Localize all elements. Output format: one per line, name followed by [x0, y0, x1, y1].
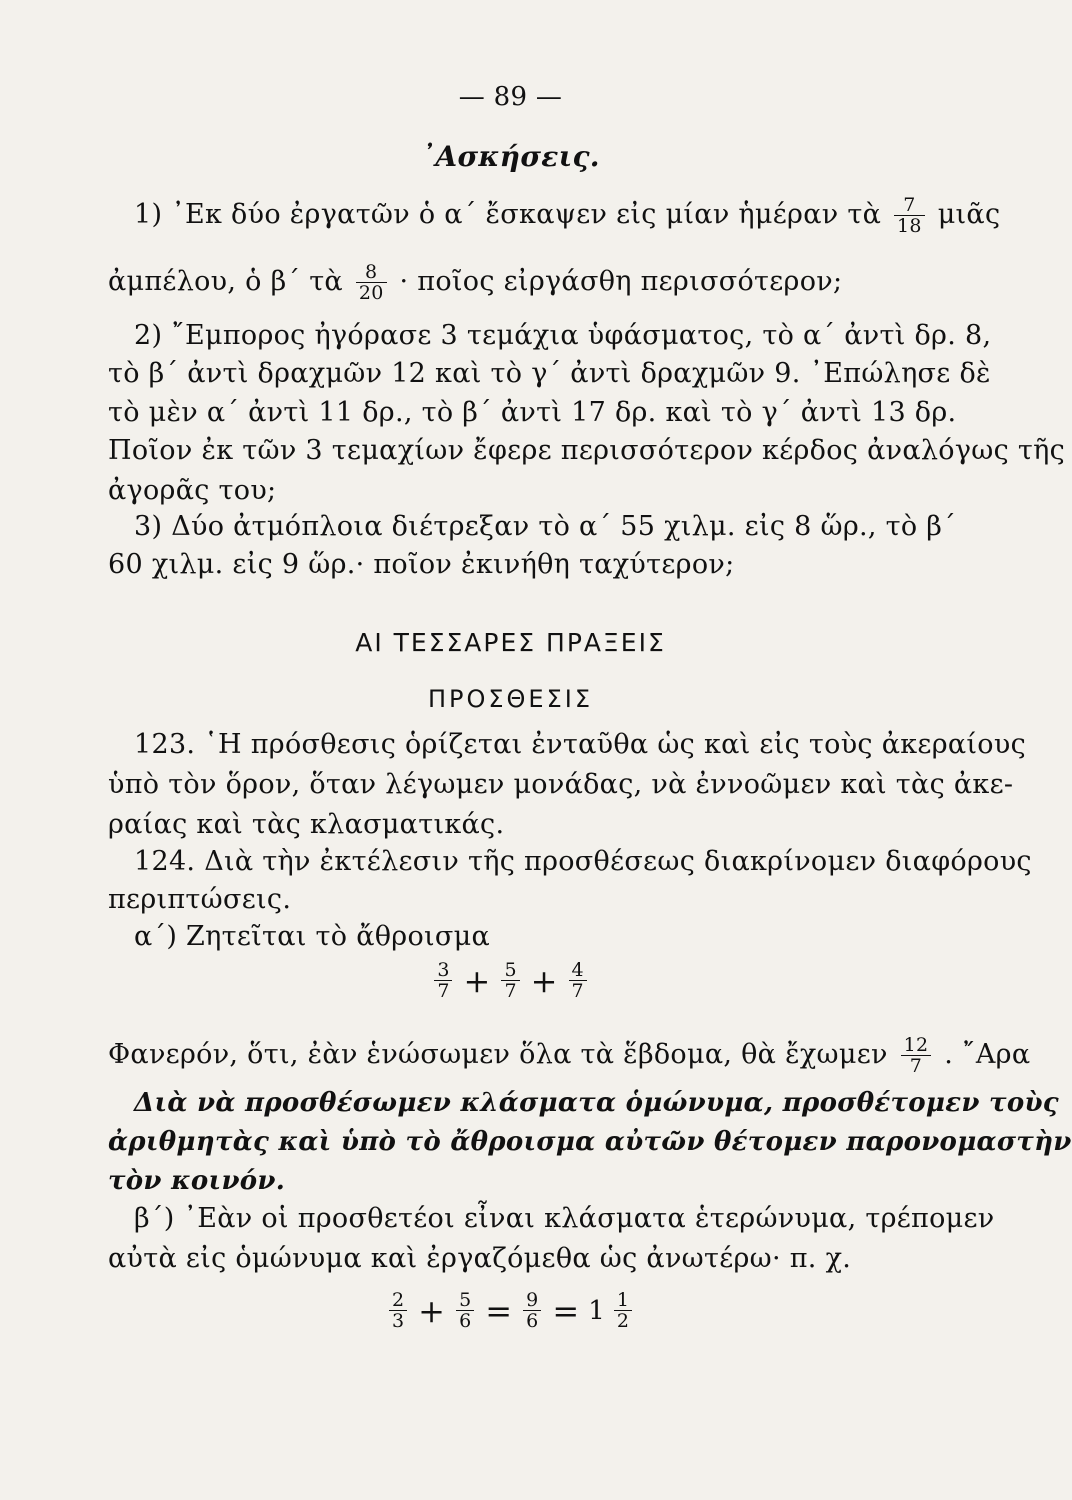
chapter-title: ΑΙ ΤΕΣΣΑΡΕΣ ΠΡΑΞΕΙΣ [355, 628, 666, 657]
exercise-2-line-1: 2) ῎Εμπορος ἠγόρασε 3 τεμάχια ὑφάσματος, τὸ α΄ ἀντὶ δρ. 8, [134, 320, 992, 351]
fraction-12-7: $\frac{12}{7}$ [901, 1035, 932, 1076]
equals-sign: = [485, 1291, 513, 1330]
fraction: $\frac{4}{7}$ [569, 960, 587, 1001]
section-title: ΠΡΟΣΘΕΣΙΣ [427, 685, 594, 713]
exercise-3-line-2: 60 χιλμ. εἰς 9 ὥρ.· ποῖον ἐκινήθη ταχύτερον; [108, 549, 735, 580]
paragraph-124-line-1: 124. Διὰ τὴν ἐκτέλεσιν τῆς προσθέσεως διακρίνομεν διαφόρους [134, 846, 1032, 877]
plus-sign: + [463, 961, 491, 1000]
fraction-8-20: $\frac{8}{20}$ [356, 262, 387, 303]
exercise-2-line-3: τὸ μὲν α΄ ἀντὶ 11 δρ., τὸ β΄ ἀντὶ 17 δρ. καὶ τὸ γ΄ ἀντὶ 13 δρ. [108, 397, 957, 428]
paragraph-123-line-2: ὑπὸ τὸν ὅρον, ὅταν λέγωμεν μονάδας, νὰ ἐννοῶμεν καὶ τὰς ἀκε- [108, 769, 1014, 800]
paragraph-123-line-3: ραίας καὶ τὰς κλασματικάς. [108, 809, 505, 840]
exercise-1-line-1: 1) ᾿Εκ δύο ἐργατῶν ὁ α΄ ἔσκαψεν εἰς μίαν ἡμέραν τὰ $\frac{7}{18}$ μιᾶς [134, 194, 1001, 237]
fraction: $\frac{9}{6}$ [523, 1290, 541, 1331]
fraction: $\frac{5}{7}$ [501, 960, 519, 1001]
equation-unlike-fractions [0, 1290, 1021, 1331]
exercise-2-line-2: τὸ β΄ ἀντὶ δραχμῶν 12 καὶ τὸ γ΄ ἀντὶ δραχμῶν 9. ᾿Επώλησε δὲ [108, 358, 991, 389]
case-b-line-1: β΄) ᾿Εὰν οἱ προσθετέοι εἶναι κλάσματα ἑτερώνυμα, τρέπομεν [134, 1203, 995, 1234]
exercises-title: ᾿Ασκήσεις. [421, 140, 600, 173]
fraction: $\frac{5}{6}$ [456, 1290, 474, 1331]
fraction: $\frac{1}{2}$ [614, 1290, 632, 1331]
rule-line-1: Διὰ νὰ προσθέσωμεν κλάσματα ὁμώνυμα, προσθέτομεν τοὺς [134, 1088, 1059, 1118]
equals-sign: = [552, 1291, 580, 1330]
page-number: — 89 — [458, 82, 563, 112]
rule-line-3: τὸν κοινόν. [108, 1166, 286, 1196]
paragraph-123-line-1: 123. ῾Η πρόσθεσις ὁρίζεται ἐνταῦθα ὡς καὶ εἰς τοὺς ἀκεραίους [134, 729, 1026, 760]
plus-sign: + [530, 961, 558, 1000]
exercise-3-line-1: 3) Δύο ἀτμόπλοια διέτρεξαν τὸ α΄ 55 χιλμ. εἰς 8 ὥρ., τὸ β΄ [134, 511, 957, 542]
paragraph-124-line-2: περιπτώσεις. [108, 884, 292, 915]
plus-sign: + [418, 1291, 445, 1330]
fraction: $\frac{2}{3}$ [389, 1290, 407, 1331]
conclusion-line: Φανερόν, ὅτι, ἐὰν ἑνώσωμεν ὅλα τὰ ἕβδομα, θὰ ἔχωμεν $\frac{12}{7}$ . ῎Αρα [108, 1034, 1031, 1077]
fraction: $\frac{3}{7}$ [434, 960, 452, 1001]
exercise-2-line-5: ἀγορᾶς του; [108, 475, 277, 506]
case-b-line-2: αὐτὰ εἰς ὁμώνυμα καὶ ἐργαζόμεθα ὡς ἀνωτέρω· π. χ. [108, 1243, 852, 1274]
fraction-7-18: $\frac{7}{18}$ [894, 195, 925, 236]
case-a-intro: α΄) Ζητεῖται τὸ ἄθροισμα [134, 921, 491, 952]
whole-number: 1 [588, 1295, 605, 1326]
exercise-2-line-4: Ποῖον ἐκ τῶν 3 τεμαχίων ἔφερε περισσότερον κέρδος ἀναλόγως τῆς [108, 435, 1066, 466]
equation-sum-sevenths [0, 960, 1021, 1001]
rule-line-2: ἀριθμητὰς καὶ ὑπὸ τὸ ἄθροισμα αὐτῶν θέτομεν παρονομαστὴν [108, 1127, 1072, 1157]
exercise-1-line-2: ἀμπέλου, ὁ β΄ τὰ $\frac{8}{20}$ · ποῖος εἰργάσθη περισσότερον; [108, 261, 843, 304]
